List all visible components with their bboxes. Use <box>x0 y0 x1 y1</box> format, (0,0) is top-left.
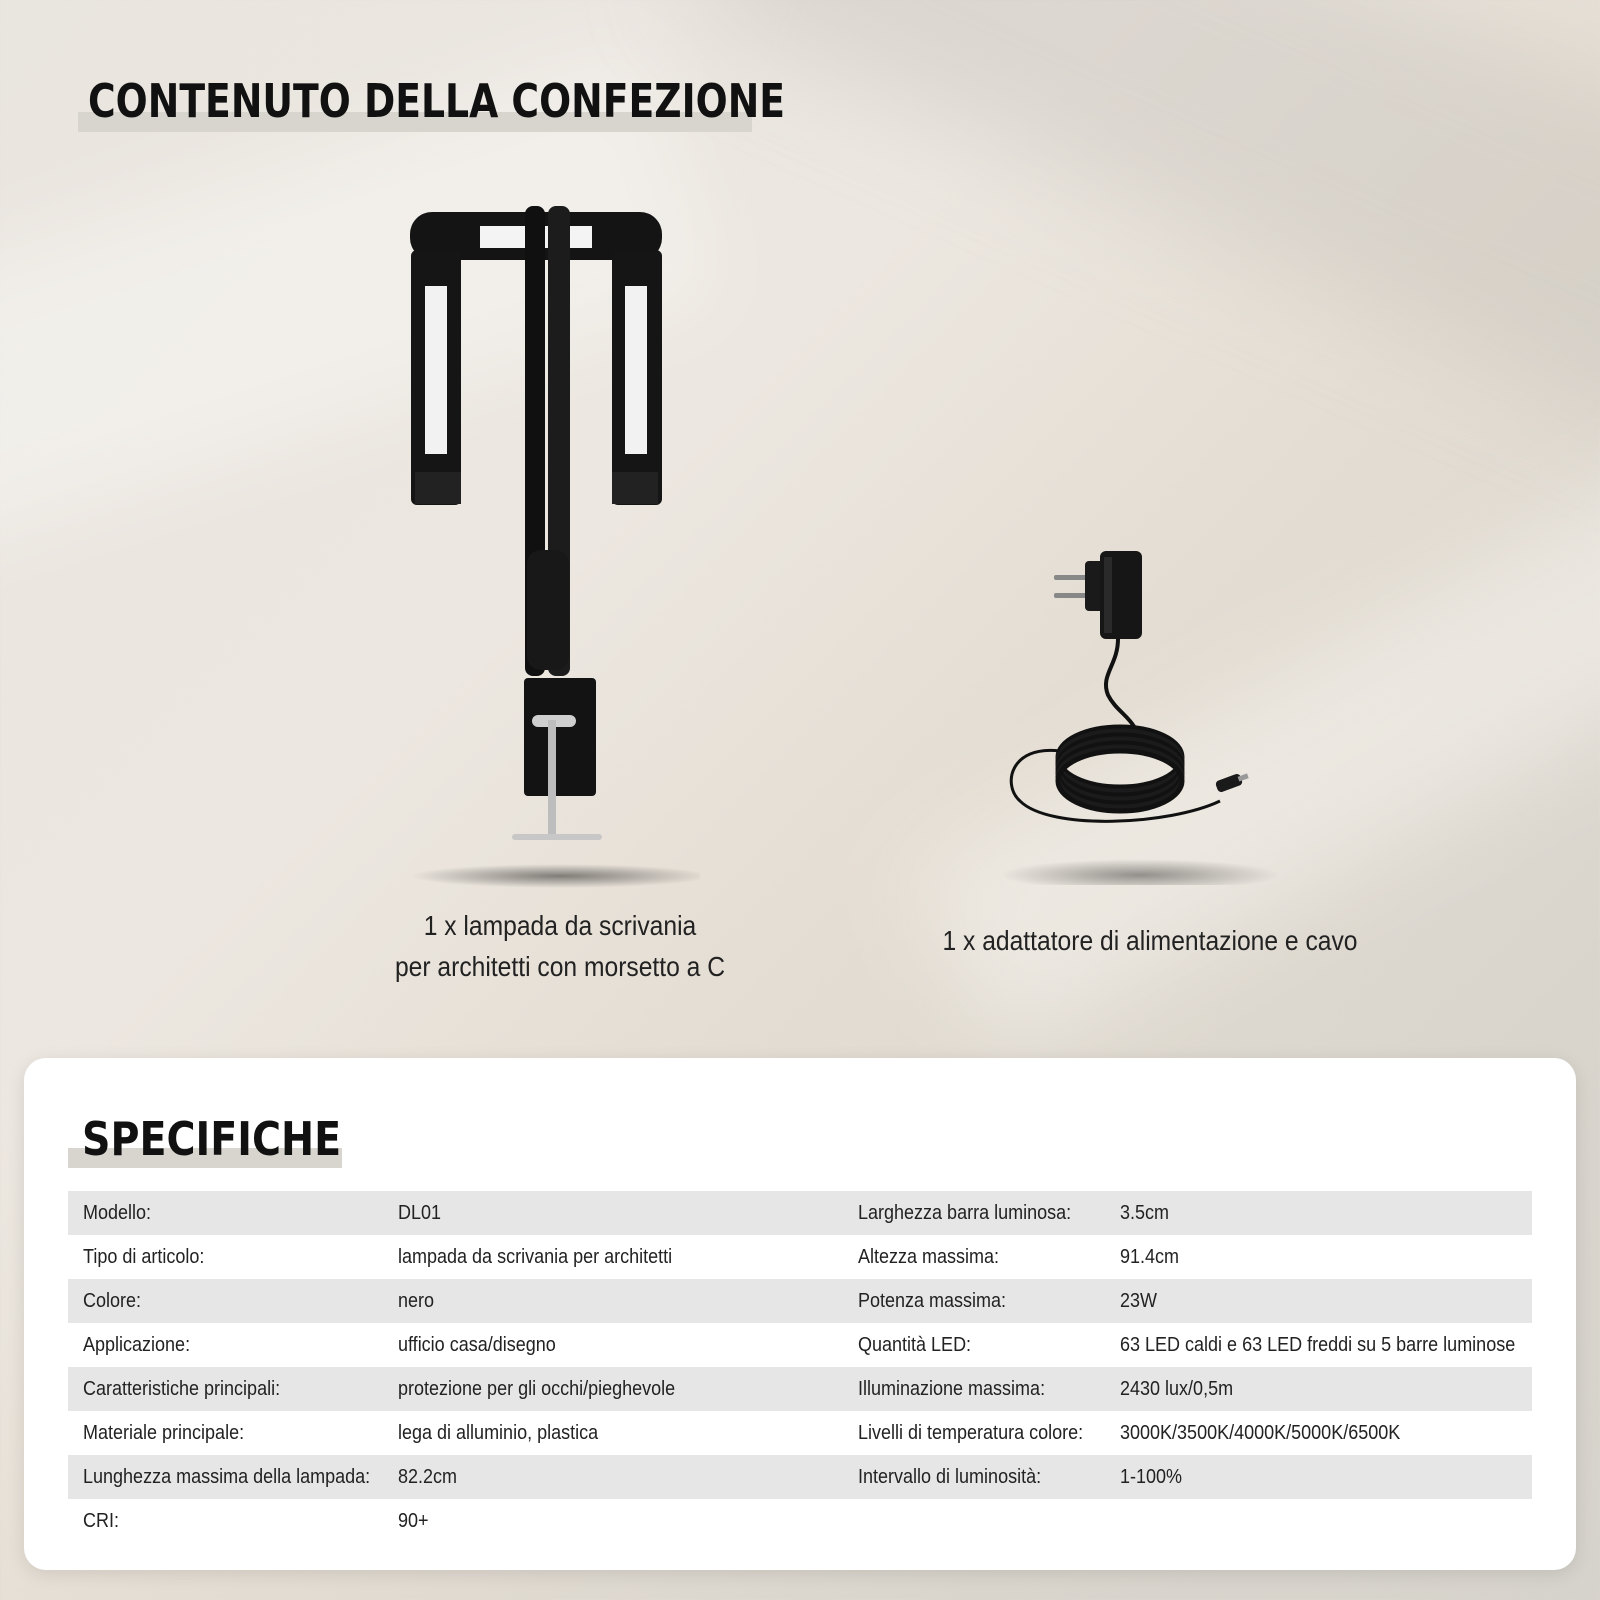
spec-label: Potenza massima: <box>858 1290 1007 1312</box>
spec-label: Materiale principale: <box>83 1422 245 1444</box>
lamp-caption-line-1: 1 x lampada da scrivania <box>423 910 697 941</box>
spec-value: DL01 <box>398 1202 442 1224</box>
spec-value: ufficio casa/disegno <box>398 1334 556 1356</box>
spec-value: protezione per gli occhi/pieghevole <box>398 1378 676 1400</box>
spec-label: Larghezza barra luminosa: <box>858 1202 1072 1224</box>
table-row <box>68 1455 1532 1499</box>
spec-label: Caratteristiche principali: <box>83 1378 281 1400</box>
spec-label: Intervallo di luminosità: <box>858 1466 1042 1488</box>
adapter-caption-line-1: 1 x adattatore di alimentazione e cavo <box>942 925 1358 956</box>
spec-value: 91.4cm <box>1120 1246 1180 1268</box>
adapter-caption <box>880 920 1420 961</box>
spec-value: 23W <box>1120 1290 1158 1312</box>
table-row <box>68 1191 1532 1235</box>
spec-value: 3.5cm <box>1120 1202 1170 1224</box>
spec-label: Illuminazione massima: <box>858 1378 1046 1400</box>
spec-label: Applicazione: <box>83 1334 191 1356</box>
spec-label: CRI: <box>83 1510 119 1532</box>
spec-value: 82.2cm <box>398 1466 458 1488</box>
package-heading <box>78 74 928 128</box>
specifications-table <box>68 1191 1532 1543</box>
table-row <box>68 1367 1532 1411</box>
spec-value: 3000K/3500K/4000K/5000K/6500K <box>1120 1422 1401 1444</box>
package-title: CONTENUTO DELLA CONFEZIONE <box>88 74 786 128</box>
lamp-caption-line-2: per architetti con morsetto a C <box>394 951 726 982</box>
specifications-title: SPECIFICHE <box>82 1112 342 1166</box>
spec-label: Modello: <box>83 1202 152 1224</box>
power-adapter-image <box>990 545 1290 885</box>
table-row <box>68 1323 1532 1367</box>
spec-value: lega di alluminio, plastica <box>398 1422 599 1444</box>
spec-label: Lunghezza massima della lampada: <box>83 1466 371 1488</box>
spec-label: Colore: <box>83 1290 142 1312</box>
spec-value: 63 LED caldi e 63 LED freddi su 5 barre luminose <box>1120 1334 1516 1356</box>
table-row <box>68 1279 1532 1323</box>
spec-label: Altezza massima: <box>858 1246 1000 1268</box>
spec-value: 2430 lux/0,5m <box>1120 1378 1234 1400</box>
desk-lamp-image <box>380 200 700 890</box>
spec-label: Quantità LED: <box>858 1334 972 1356</box>
spec-value: 1-100% <box>1120 1466 1183 1488</box>
spec-label: Tipo di articolo: <box>83 1246 205 1268</box>
spec-value: nero <box>398 1290 435 1312</box>
specifications-heading <box>68 1112 369 1166</box>
lamp-caption <box>330 905 790 987</box>
specifications-card <box>24 1058 1576 1570</box>
table-row <box>68 1235 1532 1279</box>
table-row <box>68 1499 1532 1543</box>
spec-label: Livelli di temperatura colore: <box>858 1422 1084 1444</box>
table-row <box>68 1411 1532 1455</box>
spec-value: lampada da scrivania per architetti <box>398 1246 673 1268</box>
spec-value: 90+ <box>398 1510 429 1532</box>
